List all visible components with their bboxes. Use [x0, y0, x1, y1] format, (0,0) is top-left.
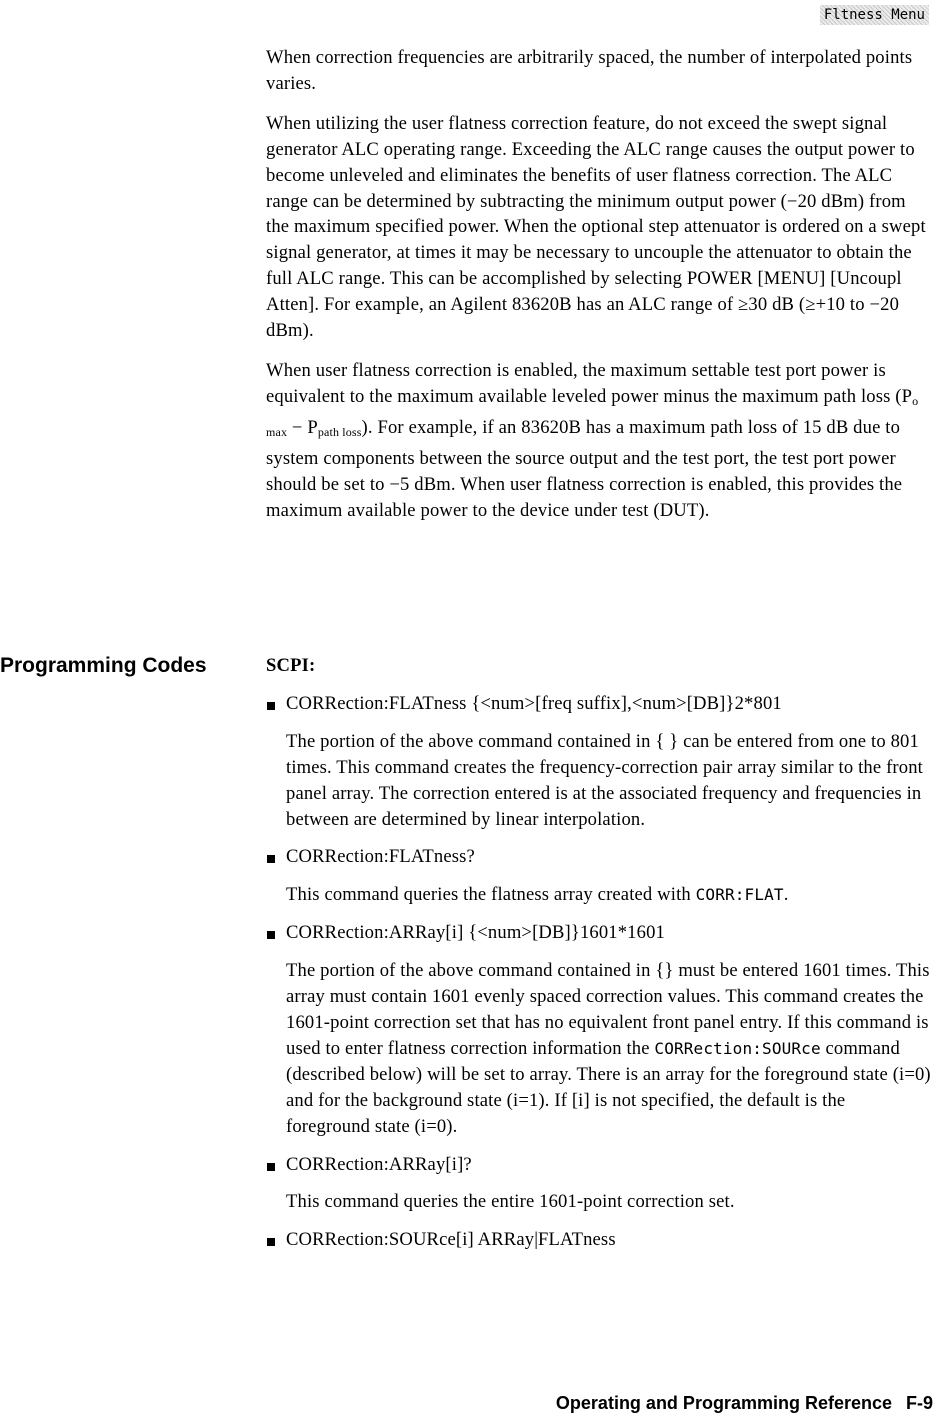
paragraph-interpolation: When correction frequencies are arbitrarily spaced, the number of interpolated points varies. — [266, 47, 913, 94]
command-item — [266, 691, 931, 717]
softkey-label: Fltness Menu — [820, 5, 929, 25]
page-footer — [556, 1393, 933, 1414]
command-text: CORRection:ARRay[i] {<num>[DB]}1601*1601 — [286, 922, 665, 944]
command-description — [286, 882, 931, 908]
port-power-text-c: ). For example, if an 83620B has a maximum path loss of 15 dB due to system components between the source output and the test port, the test port power should be set to −5 dBm. When user flatness correction is enabled, this provides the maximum available power to the device under test (DUT). — [266, 416, 903, 521]
page-number: F-9 — [906, 1393, 933, 1413]
scpi-section — [266, 653, 931, 1265]
port-power-text-b: − P — [287, 416, 318, 438]
paragraph-alc-range: When utilizing the user flatness correction feature, do not exceed the swept signal generator ALC operating range. Exceeding the ALC range causes the output power to become unleveled and eliminates the benefits of user flatness correction. The ALC range can be determined by subtracting the minimum output power (−20 dBm) from the maximum specified power. When the optional step attenuator is ordered on a swept signal generator, at times it may be necessary to uncouple the attenuator to obtain the full ALC range. This can be accomplished by selecting POWER [MENU] [Uncoupl Atten]. For example, an Agilent 83620B has an ALC range of ≥30 dB (≥+10 to −20 dBm). — [266, 112, 926, 342]
command-text: CORRection:FLATness {<num>[freq suffix],<num>[DB]}2*801 — [286, 692, 782, 714]
section-heading-programming-codes: Programming Codes — [0, 654, 207, 677]
command-description: The portion of the above command contained in { } can be entered from one to 801 times. This command creates the frequency-correction pair array similar to the front panel array. The correction entered is at the associated frequency and frequencies in between are determined by linear interpolation. — [286, 730, 923, 830]
description-text: This command queries the flatness array created with — [286, 884, 696, 906]
square-bullet-icon — [267, 702, 275, 710]
command-description — [286, 958, 931, 1139]
command-text: CORRection:ARRay[i]? — [286, 1153, 472, 1175]
inline-code: CORRection:SOURce — [654, 1038, 821, 1058]
square-bullet-icon — [267, 1238, 275, 1246]
subscript-o-max: o max — [266, 393, 919, 439]
description-text: command (described below) will be set to array. There is an array for the foreground state (i=0) and for the background state (i=1). If [i] is not specified, the default is the foreground state (i=0). — [286, 1037, 931, 1137]
command-item — [266, 1227, 931, 1253]
command-item — [266, 920, 931, 946]
description-text: The portion of the above command contained in {} must be entered 1601 times. This array must contain 1601 evenly spaced correction values. This command creates the 1601-point correction set that has no equivalent front panel entry. If this command is used to enter flatness correction information the — [286, 960, 930, 1059]
port-power-text-a: When user flatness correction is enabled, the maximum settable test port power is equivalent to the maximum available leveled power minus the maximum path loss (P — [266, 359, 913, 407]
inline-code: CORR:FLAT — [695, 885, 784, 905]
description-text: . — [783, 884, 789, 906]
command-item — [266, 844, 931, 870]
subscript-path-loss: path loss — [317, 424, 362, 439]
footer-title: Operating and Programming Reference — [555, 1393, 892, 1413]
body-text — [266, 45, 931, 537]
scpi-label: SCPI: — [266, 655, 316, 676]
command-description: This command queries the entire 1601-point correction set. — [286, 1191, 735, 1213]
command-item — [266, 1152, 931, 1178]
paragraph-port-power — [266, 358, 931, 523]
square-bullet-icon — [267, 931, 275, 939]
square-bullet-icon — [267, 855, 275, 863]
command-text: CORRection:SOURce[i] ARRay|FLATness — [286, 1229, 616, 1251]
command-text: CORRection:FLATness? — [286, 846, 475, 868]
square-bullet-icon — [267, 1163, 275, 1171]
